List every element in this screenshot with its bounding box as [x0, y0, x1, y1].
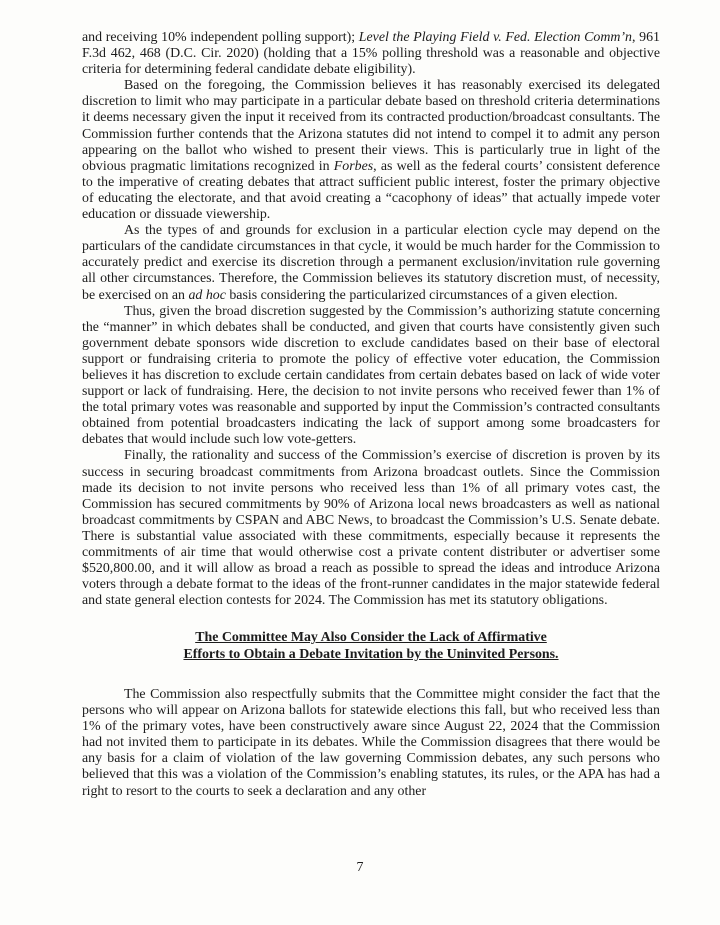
text-run: Thus, given the broad discretion suggested by the Commission’s authorizing statute concerning the “manner” in which debates shall be conducted, and given that courts have consistently given such government debate sponsors wide discretion to exclude candidates based on their base of electoral support or fundraising criteria to promote the policy of effective voter education, the Commission believes it has discretion to exclude certain candidates from certain debates based on lack of wide voter support or lack of fundraising. Here, the decision to not invite persons who received fewer than 1% of the total primary votes was reasonable and supported by input the Commission’s contracted consultants obtained from potential broadcasters indicating the lack of support among some broadcasters for debates that would include such low vote-getters. — [82, 303, 660, 448]
text-run: basis considering the particularized circumstances of a given election. — [225, 287, 618, 303]
section-heading-line-1: The Committee May Also Consider the Lack of Affirmative — [195, 630, 547, 646]
text-run: and receiving 10% independent polling support); — [82, 30, 359, 45]
paragraph-2 — [82, 78, 660, 223]
paragraph-1 — [82, 30, 660, 78]
page-number: 7 — [356, 860, 364, 875]
text-run: Finally, the rationality and success of the Commission’s exercise of discretion is proven by its success in securing broadcast commitments from Arizona broadcast outlets. Since the Commission made its decision to not invite persons who received less than 1% of all primary votes cast, the Commission has secured commitments by 90% of Arizona local news broadcasters as well as national broadcast commitments by CSPAN and ABC News, to broadcast the Commission’s U.S. Senate debate. There is substantial value associated with these commitments, especially because it represents the commitments of air time that would otherwise cost a private content distributer or advertiser some $520,800.00, and it will allow as broad a reach as possible to spread the ideas and introduce Arizona voters through a debate format to the ideas of the front-runner candidates in the major statewide federal and state general election contests for 2024. The Commission has met its statutory obligations. — [82, 448, 660, 609]
paragraph-5 — [82, 448, 660, 609]
text-run: Based on the foregoing, the Commission believes it has reasonably exercised its delegated discretion to limit who may participate in a particular debate based on threshold criteria determinations it deems necessary given the input it received from its contracted production/broadcast consultants. The Commission further contends that the Arizona statutes did not intend to compel it to admit any person appearing on the ballot who wished to present their views. This is particularly true in light of the obvious pragmatic limitations recognized in — [82, 78, 660, 174]
text-run: , 961 F.3d 462, 468 (D.C. Cir. 2020) (holding that a 15% polling threshold was a reasonable and objective criteria for determining federal candidate debate eligibility). — [82, 30, 661, 78]
paragraph-3 — [82, 223, 660, 303]
section-heading-line-2: Efforts to Obtain a Debate Invitation by the Uninvited Persons. — [183, 646, 559, 662]
italic-citation: Level the Playing Field v. Fed. Election Comm’n — [358, 30, 632, 45]
italic-citation: Forbes — [333, 158, 374, 174]
paragraph-6: The Commission also respectfully submits that the Committee might consider the fact that the persons who will appear on Arizona ballots for statewide elections this fall, but who received less than 1% of the primary votes, have been constructively aware since August 22, 2024 that the Commission had not invited them to participate in its debates. While the Commission disagrees that there would be any basis for a claim of violation of the law governing Commission debates, any such persons who believed that this was a violation of the Commission’s enabling statutes, its rules, or the APA has had a right to resort to the courts to seek a declaration and any other — [82, 686, 660, 799]
text-run: As the types of and grounds for exclusion in a particular election cycle may depend on the particulars of the candidate circumstances in that cycle, it would be much harder for the Commission to accurately predict and exercise its discretion through a permanent exclusion/invitation rule governing all other circumstances. Therefore, the Commission believes its statutory discretion must, of necessity, be exercised on an — [82, 223, 660, 303]
text-run: , as well as the federal courts’ consistent deference to the imperative of creating debates that attract sufficient public interest, foster the primary objective of educating the electorate, and that avoid creating a “cacophony of ideas” that actually impede voter education or dissuade viewership. — [82, 158, 661, 223]
section-heading — [82, 630, 660, 663]
document-body — [82, 30, 660, 800]
italic-citation: ad hoc — [188, 287, 226, 303]
paragraph-4 — [82, 304, 660, 449]
